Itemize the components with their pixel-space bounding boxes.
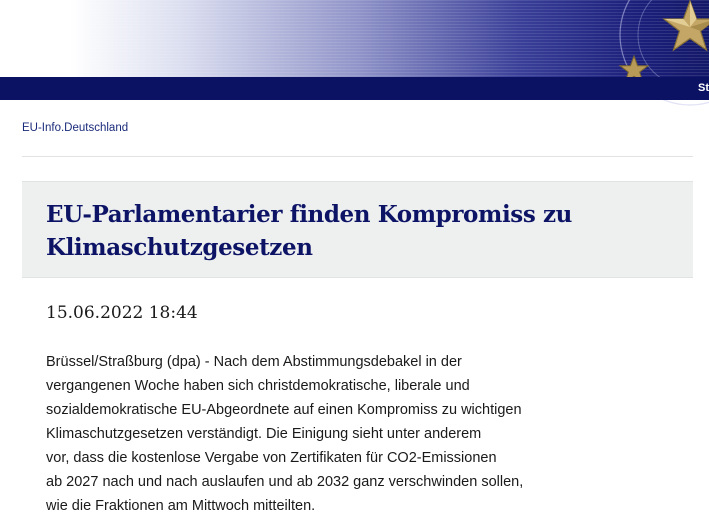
article-body-line: ab 2027 nach und nach auslaufen und ab 2032 ganz verschwinden sollen, [46, 474, 524, 490]
article-body [46, 350, 586, 518]
article-body-line: Brüssel/Straßburg (dpa) - Nach dem Abstimmungsdebakel in der [46, 354, 462, 370]
eu-star-icon [664, 1, 709, 50]
header-banner [0, 0, 709, 77]
article-body-line: sozialdemokratische EU-Abgeordnete auf einen Kompromiss zu wichtigen [46, 402, 522, 418]
article-body-line: vergangenen Woche haben sich christdemokratische, liberale und [46, 378, 470, 394]
article-title: EU-Parlamentarier finden Kompromiss zu Klimaschutzgesetzen [46, 201, 572, 261]
nav-item-partial[interactable]: St [698, 82, 709, 94]
article-body-line: wie die Fraktionen am Mittwoch mitteilten. [46, 498, 316, 514]
headline-container [22, 181, 693, 278]
eu-stars-graphic [0, 0, 709, 77]
breadcrumb-link[interactable]: EU-Info.Deutschland [22, 122, 129, 134]
article-body-line: Klimaschutzgesetzen verständigt. Die Einigung sieht unter anderem [46, 426, 482, 442]
main-navigation-bar [0, 77, 709, 100]
article-body-line: vor, dass die kostenlose Vergabe von Zertifikaten für CO2-Emissionen [46, 450, 497, 466]
article-date: 15.06.2022 18:44 [46, 303, 198, 323]
breadcrumb-divider [22, 156, 693, 157]
